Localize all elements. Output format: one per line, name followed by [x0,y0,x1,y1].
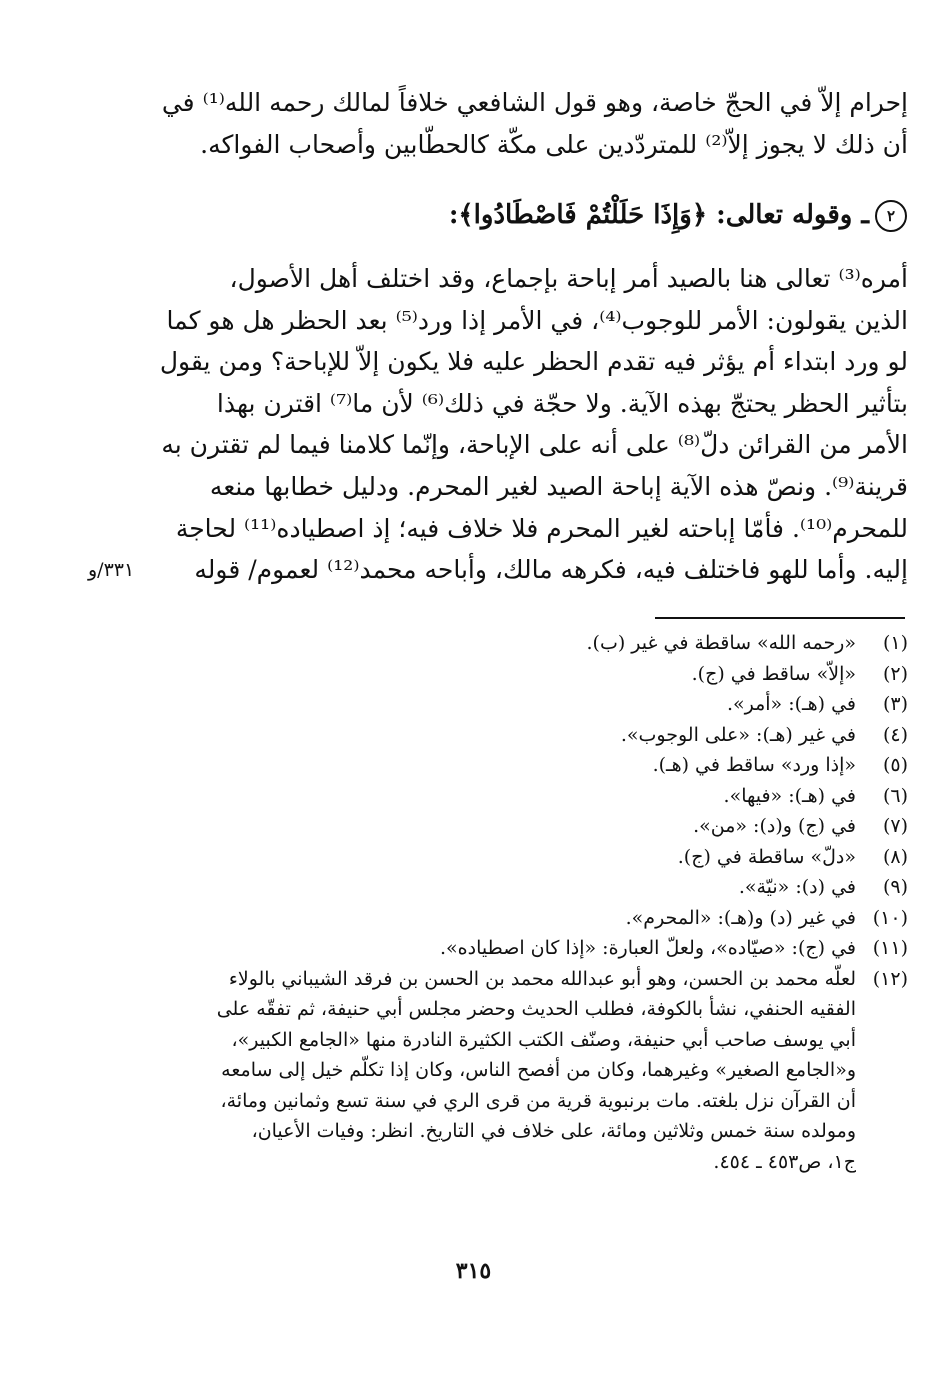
footnote-text: في (ج) و(د): «من». [693,815,856,837]
verse-heading [407,200,907,232]
text-line: إليه. وأما للهو فاختلف فيه، فكرهه مالك، وأباحه محمد⁽¹²⁾ لعموم/ قوله [194,555,908,585]
footnote [150,781,908,812]
verse-number-marker: ٢ [875,200,907,232]
footnote-number: (٦) [882,784,908,807]
footnote-text: في غير (د) و(هـ): «المحرم». [625,906,856,929]
footnote-number: (٧) [882,815,908,837]
footnote-number: (٤) [882,723,908,746]
footnote-text: في (د): «نيّة». [738,876,856,898]
footnote [150,811,908,842]
text-line: الأمر من القرائن دلّ⁽⁸⁾ على أنه على الإباحة، وإنّما كلامنا فيما لم تقترن به [161,430,908,460]
footnote-text: في (هـ): «أمر». [726,693,856,715]
paragraph-2 [150,258,908,591]
footnote-text: «إذا ورد» ساقط في (هـ). [652,754,856,776]
main-text-body [150,258,908,591]
footnote-number: (١١) [872,937,908,959]
footnote-number: (١٢) [872,967,908,990]
footnote-continuation-line: و«الجامع الصغير» وغيرهما، وكان من أفصح الناس، وكان إذا تكلّم خيل إلى سامعه [221,1059,856,1081]
text-line: أن ذلك لا يجوز إلاّ⁽²⁾ للمتردّدين على مكّة كالحطّابين وأصحاب الفواكه. [200,129,908,159]
footnote-continuation-line: أبي يوسف صاحب أبي حنيفة، وصنّف الكتب الكثيرة النادرة منها «الجامع الكبير»، [231,1028,856,1051]
verse-heading-text: ـ وقوله تعالى: ﴿وَإِذَا حَلَلْتُمْ فَاصْطَادُوا﴾: [448,200,869,230]
text-line: قرينة⁽⁹⁾. ونصّ هذه الآية إباحة الصيد لغير المحرم. ودليل خطابها منعه [209,471,908,501]
main-text [150,82,908,165]
manuscript-folio-marker: ٣٣١/و [88,559,135,581]
footnote [150,933,908,964]
footnote [150,872,908,903]
footnote-text: «رحمه الله» ساقطة في غير (ب). [586,632,856,654]
text-line: للمحرم⁽¹⁰⁾. فأمّا إباحته لغير المحرم فلا خلاف فيه؛ إذ اصطياده⁽¹¹⁾ لحاجة [175,513,908,543]
footnote [150,750,908,781]
page-number: ٣١٥ [455,1258,492,1284]
footnote-text: «إلاّ» ساقط في (ج). [691,662,856,685]
footnote [150,689,908,720]
footnote-text: لعلّه محمد بن الحسن، وهو أبو عبدالله محمد بن الحسن بن فرقد الشيباني بالولاء [228,967,856,990]
text-line: إحرام إلاّ في الحجّ خاصة، وهو قول الشافعي خلافاً لمالك رحمه الله⁽¹⁾ في [161,88,908,117]
text-line: بتأثير الحظر يحتجّ بهذه الآية. ولا حجّة في ذلك⁽⁶⁾ لأن ما⁽⁷⁾ اقترن بهذا [216,388,908,418]
footnote-number: (٢) [882,662,908,685]
footnote [150,628,908,659]
footnote-number: (٨) [882,845,908,868]
footnote-number: (١) [882,632,908,654]
footnote-separator [655,617,905,619]
footnotes [150,628,908,1177]
footnote [150,659,908,690]
footnote-text: في (هـ): «فيها». [723,784,856,807]
text-line: الذين يقولون: الأمر للوجوب⁽⁴⁾، في الأمر إذا ورد⁽⁵⁾ بعد الحظر هل هو كما [166,305,908,335]
footnote-continuation-line: ج١، ص٤٥٣ ـ ٤٥٤. [713,1150,856,1173]
text-line: أمره⁽³⁾ تعالى هنا بالصيد أمر إباحة بإجماع، وقد اختلف أهل الأصول، [229,264,908,293]
footnote [150,842,908,873]
footnote-text: في غير (هـ): «على الوجوب». [620,723,856,746]
footnote-number: (٣) [882,693,908,715]
paragraph-1 [150,82,908,165]
footnote-number: (١٠) [872,906,908,929]
footnote [150,720,908,751]
footnote-continuation-line: الفقيه الحنفي، نشأ بالكوفة، فطلب الحديث وحضر مجلس أبي حنيفة، ثم تفقّه على [216,998,856,1020]
footnote [150,903,908,934]
footnote-text: «دلّ» ساقطة في (ج). [677,845,856,868]
footnote-text: في (ج): «صيّاده»، ولعلّ العبارة: «إذا كان اصطياده». [440,937,856,959]
footnote [150,964,908,995]
footnote-continuation-line: أن القرآن نزل بلغته. مات برنبوية قرية من قرى الري في سنة تسع وثمانين ومائة، [220,1089,856,1112]
footnote-continuation-line: ومولده سنة خمس وثلاثين ومائة، على خلاف في التاريخ. انظر: وفيات الأعيان، [251,1120,856,1142]
footnote-number: (٥) [882,754,908,776]
footnote-number: (٩) [882,876,908,898]
text-line: لو ورد ابتداء أم يؤثر فيه تقدم الحظر عليه فلا يكون إلاّ للإباحة؟ ومن يقول [159,347,908,377]
